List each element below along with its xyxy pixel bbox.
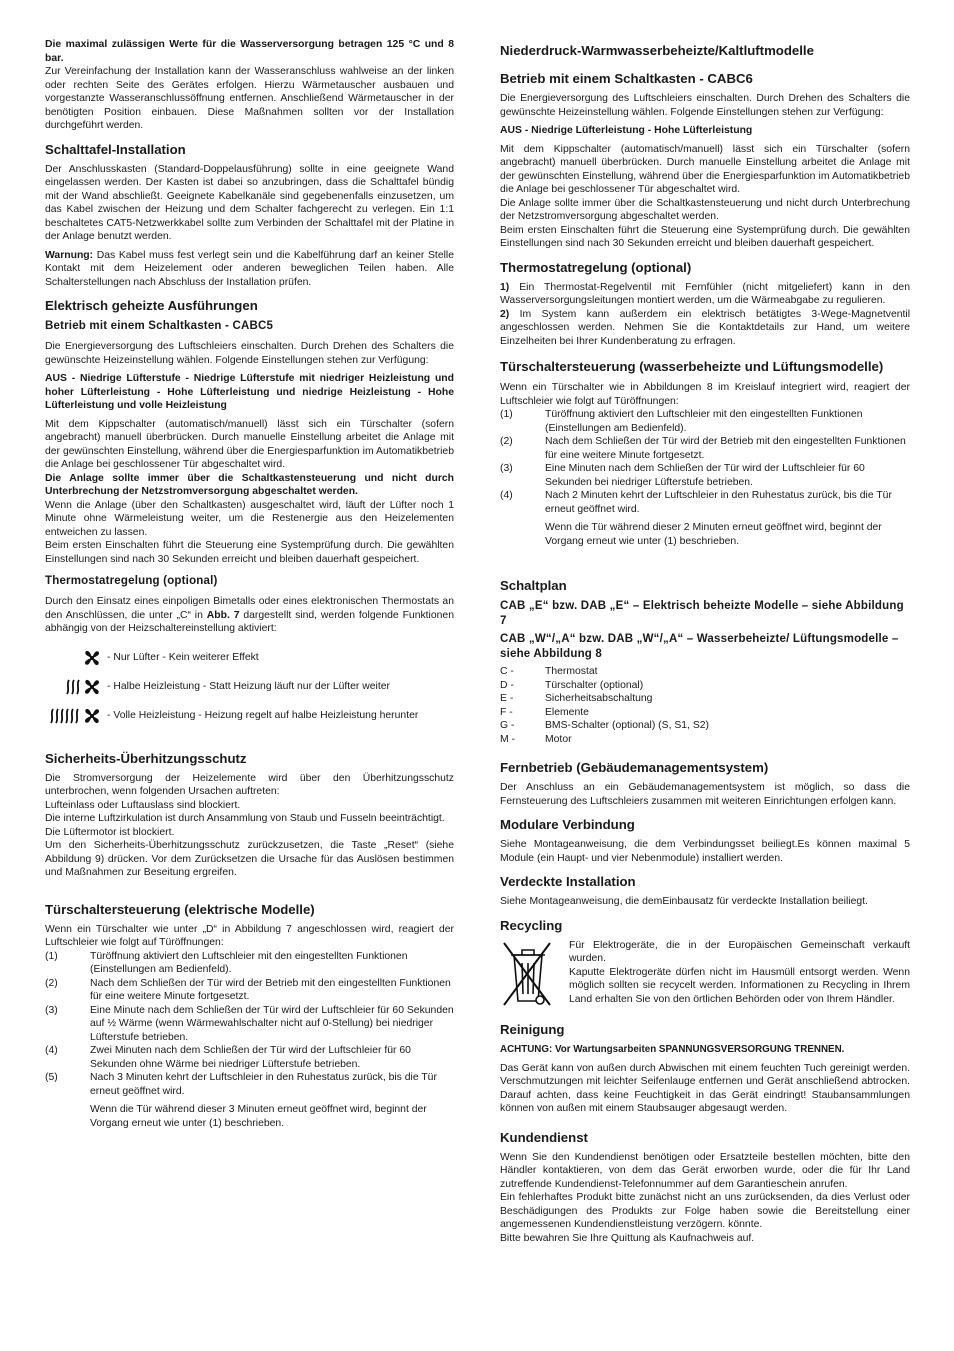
fernbetrieb-text: Der Anschluss an ein Gebäudemanagementsystem ist möglich, so dass die Fernsteuerung des Luftschleiers zusammen mit weiteren Einrichtungen erfolgen kann. [500,782,910,807]
tuer-p1: Wenn ein Türschalter wie unter „D“ in Abbildung 7 angeschlossen wird, reagiert der Luftschleier wie folgt auf Türöffnungen: [45,923,454,948]
recycling-p2: Kaputte Elektrogeräte dürfen nicht im Hausmüll entsorgt werden. Wenn möglich sollten sie recycelt werden. Informationen zu Recycling in Ihrem Land erhalten Sie von den örtlichen Behörden oder von Ihrem Händler. [569,966,910,1005]
legend-value: Türschalter (optional) [545,679,644,691]
mode-row-fan [45,644,454,673]
heading-verdeckt: Verdeckte Installation [500,874,636,889]
heading-sicherheit: Sicherheits-Überhitzungsschutz [45,750,247,766]
schaltplan-sub2: CAB „W“/„A“ bzw. DAB „W“/„A“ – Wasserbeheizte/ Lüftungsmodelle – siehe Abbildung 8 [500,633,899,660]
elektrisch-p6: Beim ersten Einschalten führt die Steuerung eine Systemprüfung durch. Die gewählten Einstellungen sind nach 30 Sekunden erreicht und bleiben dauerhaft gespeichert. [45,540,454,565]
legend-value: Motor [545,733,572,745]
sub-cabc5: Betrieb mit einem Schaltkasten - CABC5 [45,320,274,332]
heading-cabc6: Betrieb mit einem Schaltkasten - CABC6 [500,71,753,86]
schalttafel-warning [45,249,454,290]
sicherheit-l2: Die interne Luftzirkulation ist durch Ansammlung von Staub und Fusseln beeinträchtigt. [45,813,445,824]
mode-text-half-heat: - Halbe Heizleistung - Statt Heizung läuft nur der Lüfter weiter [107,681,390,693]
legend-value: BMS-Schalter (optional) (S, S1, S2) [545,720,710,731]
heading-kundendienst: Kundendienst [500,1129,588,1145]
sicherheit-l1: Lufteinlass oder Luftauslass sind blockiert. [45,799,241,811]
heading-tuer-elektrisch: Türschaltersteuerung (elektrische Modelle) [45,901,315,917]
sub-thermostat: Thermostatregelung (optional) [45,575,218,587]
verdeckt-text: Siehe Montageanweisung, die demEinbausatz für verdeckte Installation beiliegt. [500,896,868,907]
fan-icon [81,647,103,669]
mode-row-half-heat [45,673,454,702]
list-number: 1) [500,281,510,293]
list-number: (4) [45,1045,58,1056]
list-number: (3) [45,1004,58,1016]
recycling-block [500,939,910,1014]
tuer-right-p1: Wenn ein Türschalter wie in Abbildungen 8 im Kreislauf integriert wird, reagiert der Luftschleier wie folgt auf Türöffnungen: [500,382,910,407]
niederdruck-p4: Die Anlage sollte immer über die Schaltkastensteuerung und nicht durch Unterbrechung der Netzstromversorgung abgeschaltet werden. [500,197,910,222]
list-number: 2) [500,308,510,320]
list-item: Nach dem Schließen der Tür wird der Betrieb mit den eingestellten Funktionen für eine weitere Minute fortgesetzt. [90,977,451,1002]
heading-niederdruck: Niederdruck-Warmwasserbeheizte/Kaltluftmodelle [500,43,814,58]
kundendienst-p2: Ein fehlerhaftes Produkt bitte zunächst nicht an uns zurücksenden, da dies Verlust oder Beschädigungen des Produkts zur Folge haben sowie die Bereitstellung einer angemessenen Kundendienstleistung verzögern. könnte. [500,1192,910,1230]
legend-value: Sicherheitsabschaltung [545,693,653,704]
full-heat-fan-icon [49,705,103,727]
list-item: Zwei Minuten nach dem Schließen der Tür wird der Luftschleier für 60 Sekunden ohne Wärme bei niedriger Lüfterstufe betrieben. [90,1045,411,1070]
list-number: (5) [45,1072,58,1083]
elektrisch-settings: AUS - Niedrige Lüfterstufe - Niedrige Lüfterstufe mit niedriger Heizleistung und hoher Lüfterleistung - Hohe Lüfterleistung und niedrige Heizleistung - Hohe Lüfterleistung und volle Heizleistung [45,373,454,411]
schalttafel-text: Der Anschlusskasten (Standard-Doppelausführung) sollte in eine geeignete Wand eingelassen werden. Der Kasten ist dabei so anzubringen, dass die Schalttafel bündig mit der Wand abschließt. Geeignete Kabelkanäle sind gegebenenfalls einzusetzen, um das Kabel zwischen der Heizung und dem Schalter fachgerecht zu verlegen. Ein 1:1 beschaltetes CAT5-Netzwerkkabel sollte zum Verbinden der Schalttafel mit der Platine in der Anlage benutzt werden. [45,163,454,242]
elektrisch-p3: Mit dem Kippschalter (automatisch/manuell) lässt sich ein Türschalter (sofern angebracht) manuell überbrücken. Durch manuelle Einstellung arbeitet die Anlage mit der gewünschten Einstellung, während über die Energiesparfunktion im Automatikbetrieb die Anlage bei geschlossener Tür abgeschaltet wird. [45,418,454,470]
niederdruck-settings: AUS - Niedrige Lüfterleistung - Hohe Lüfterleistung [500,125,753,136]
schaltplan-sub1: CAB „E“ bzw. DAB „E“ – Elektrisch beheizte Modelle – siehe Abbildung 7 [500,600,904,627]
thermostat-p1-c: dargestellt sind, werden folgende Funktionen abhängig von der Heizschaltereinstellung aktiviert: [45,609,454,634]
legend-key: G - [500,720,515,731]
legend-key: M - [500,733,516,745]
mode-text-fan: - Nur Lüfter - Kein weiterer Effekt [107,652,259,664]
left-column [45,38,454,1130]
legend-key: C - [500,666,514,677]
tuer-list [45,950,454,1131]
elektrisch-p1: Die Energieversorgung des Luftschleiers einschalten. Durch Drehen des Schalters die gewünschte Heizeinstellung wählen. Folgende Einstellungen stehen zur Verfügung: [45,341,454,366]
legend-key: F - [500,706,513,718]
legend-key: E - [500,693,514,704]
mode-text-full-heat: - Volle Heizleistung - Heizung regelt auf halbe Heizleistung herunter [107,710,419,722]
half-heat-fan-icon [65,676,103,698]
thermostat-right-2 [500,308,910,349]
heading-schaltplan: Schaltplan [500,578,567,593]
mode-row-full-heat [45,702,454,731]
niederdruck-p3: Mit dem Kippschalter (automatisch/manuell) lässt sich ein Türschalter (sofern angebracht) manuell überbrücken. Durch manuelle Einstellung arbeitet die Anlage mit der gewünschten Einstellung, während über die Energiesparfunktion im Automatikbetrieb die Anlage bei geschlossener Tür abgeschaltet wird. [500,143,910,195]
legend-value: Elemente [545,706,589,718]
heading-elektrisch: Elektrisch geheizte Ausführungen [45,298,258,313]
thermostat-right-1 [500,281,910,308]
list-item: Türöffnung aktiviert den Luftschleier mit den eingestellten Funktionen (Einstellungen am Bedienfeld). [90,950,408,975]
tuer-right-list [500,408,910,548]
list-number: (2) [500,436,513,447]
niederdruck-p5: Beim ersten Einschalten führt die Steuerung eine Systemprüfung durch. Die gewählten Einstellungen sind nach 30 Sekunden erreicht und bleiben dauerhaft gespeichert. [500,224,910,249]
kundendienst-p3: Bitte bewahren Sie Ihre Quittung als Kaufnachweis auf. [500,1232,755,1244]
reinigung-warning: ACHTUNG: Vor Wartungsarbeiten SPANNUNGSVERSORGUNG TRENNEN. [500,1044,845,1055]
heading-schalttafel: Schalttafel-Installation [45,141,186,157]
heading-thermostat-right: Thermostatregelung (optional) [500,259,692,275]
right-column [500,38,910,1245]
crossed-bin-icon [500,939,554,1009]
warning-label: Warnung: [45,249,94,261]
list-number: (3) [500,463,513,474]
thermostat-p1-ref: Abb. 7 [206,609,240,621]
tuer-right-note: Wenn die Tür während dieser 2 Minuten erneut geöffnet wird, beginnt der Vorgang erneut wie unter (1) beschrieben. [545,522,882,547]
elektrisch-p4: Die Anlage sollte immer über die Schaltkastensteuerung und nicht durch Unterbrechung der Netzstromversorgung abgeschaltet werden. [45,472,454,497]
heading-reinigung: Reinigung [500,1022,565,1037]
list-item: Nach dem Schließen der Tür wird der Betrieb mit den eingestellten Funktionen für eine weitere Minute fortgesetzt. [545,436,906,461]
thermostat-p1 [45,595,454,636]
thermostat-p1-a: Durch den Einsatz eines einpoligen Bimetalls oder eines elektronischen Thermostats an den Anschlüssen, die unter „C“ in [45,596,454,621]
list-item: Türöffnung aktiviert den Luftschleier mit den eingestellten Funktionen (Einstellungen am Bedienfeld). [545,409,863,434]
intro-bold: Die maximal zulässigen Werte für die Wasserversorgung betragen 125 °C und 8 bar. [45,39,454,64]
legend-value: Thermostat [545,666,598,677]
kundendienst-p1: Wenn Sie den Kundendienst benötigen oder Ersatzteile bestellen möchten, bitte den Händler kontaktieren, von dem das Gerät erworben wurde, oder die für Ihr Land zutreffende Kundendienst-Telefonnummer auf dem Garantieschein anrufen. [500,1151,910,1190]
heading-modular: Modulare Verbindung [500,817,635,832]
list-item: Im System kann außerdem ein elektrisch betätigtes 3-Wege-Magnetventil angeschlossen werden. Nehmen Sie die Kontaktdetails zur Hand, um weitere Einzelheiten bei Ihrer Kundenberatung zu erfragen. [500,308,910,347]
list-item: Nach 2 Minuten kehrt der Luftschleier in den Ruhestatus zurück, bis die Tür erneut geöffnet wird. [545,490,892,515]
list-item: Nach 3 Minuten kehrt der Luftschleier in den Ruhestatus zurück, bis die Tür erneut geöffnet wird. [90,1072,437,1097]
list-item: Eine Minuten nach dem Schließen der Tür wird der Luftschleier für 60 Sekunden bei niedriger Lüfterstufe betrieben. [545,463,865,488]
tuer-note: Wenn die Tür während dieser 3 Minuten erneut geöffnet wird, beginnt der Vorgang erneut wie unter (1) beschrieben. [90,1104,427,1129]
sicherheit-l3: Die Lüftermotor ist blockiert. [45,826,175,838]
intro-text: Zur Vereinfachung der Installation kann der Wasseranschluss wahlweise an der linken oder rechten Seite des Gerätes erfolgen. Hierzu Wärmetauscher ausbauen und vorgestanzte Wasseranschlussöffnung entfernen. Anschließend Wärmetauscher in der benötigten Position einbauen. Diese Maßnahmen sollten vor der Installation durchgeführt werden. [45,66,454,131]
heading-recycling: Recycling [500,917,563,933]
list-number: (1) [500,409,513,420]
sicherheit-p1: Die Stromversorgung der Heizelemente wird über den Überhitzungsschutz unterbrochen, wenn folgenden Ursachen auftreten: [45,772,454,797]
heading-tuer-wasser: Türschaltersteuerung (wasserbeheizte und Lüftungsmodelle) [500,359,884,374]
heading-fernbetrieb: Fernbetrieb (Gebäudemanagementsystem) [500,760,769,775]
niederdruck-p1: Die Energieversorgung des Luftschleiers einschalten. Durch Drehen des Schalters die gewünschte Heizeinstellung wählen. Folgende Einstellungen stehen zur Verfügung: [500,93,910,118]
recycling-p1: Für Elektrogeräte, die in der Europäischen Gemeinschaft verkauft wurden. [569,939,910,964]
list-number: (4) [500,490,513,501]
warning-text: Das Kabel muss fest verlegt sein und die Kabelführung darf an keiner Stelle Kontakt mit dem Heizelement oder anderen beweglichen Teilen haben. Alle Schalterstellungen nach Abschluss der Installation prüfen. [45,249,454,288]
elektrisch-p5: Wenn die Anlage (über den Schaltkasten) ausgeschaltet wird, läuft der Lüfter noch 1 Minute ohne Wärmeleistung weiter, um die Restenergie aus den Heizelementen entweichen zu lassen. [45,499,454,538]
list-item: Eine Minute nach dem Schließen der Tür wird der Luftschleier für 60 Sekunden auf ½ Wärme (wenn Wärmewahlschalter nicht auf 0-Stellung) bei niedriger Lüfterstufe betrieben. [90,1004,454,1043]
list-item: Ein Thermostat-Regelventil mit Fernfühler (nicht mitgeliefert) kann in den Wasserversorgungsleitungen montiert werden, um die Wärmeabgabe zu regulieren. [500,281,910,306]
modular-text: Siehe Montageanweisung, die dem Verbindungsset beiliegt.Es können maximal 5 Module (ein Haupt- und vier Nebenmodule) installiert werden. [500,839,910,864]
sicherheit-p2: Um den Sicherheits-Überhitzungsschutz zurückzusetzen, die Taste „Reset“ (siehe Abbildung 9) drücken. Vor dem Zurücksetzen die Ursache für das Auslösen bestimmen und Maßnahmen zur Beseitung ergreifen. [45,840,454,878]
schaltplan-legend [500,665,910,746]
list-number: (1) [45,950,58,962]
list-number: (2) [45,977,58,989]
reinigung-text: Das Gerät kann von außen durch Abwischen mit einem feuchten Tuch gereinigt werden. Verschmutzungen mit leichter Seifenlauge entfernen und Gerät anschließend abtrocken. Darauf achten, dass keine Feuchtigkeit in das Gerät eindringt! Staubansammlungen können von außen mit einem Staubsauger abgesaugt werden. [500,1062,910,1114]
legend-key: D - [500,679,514,691]
